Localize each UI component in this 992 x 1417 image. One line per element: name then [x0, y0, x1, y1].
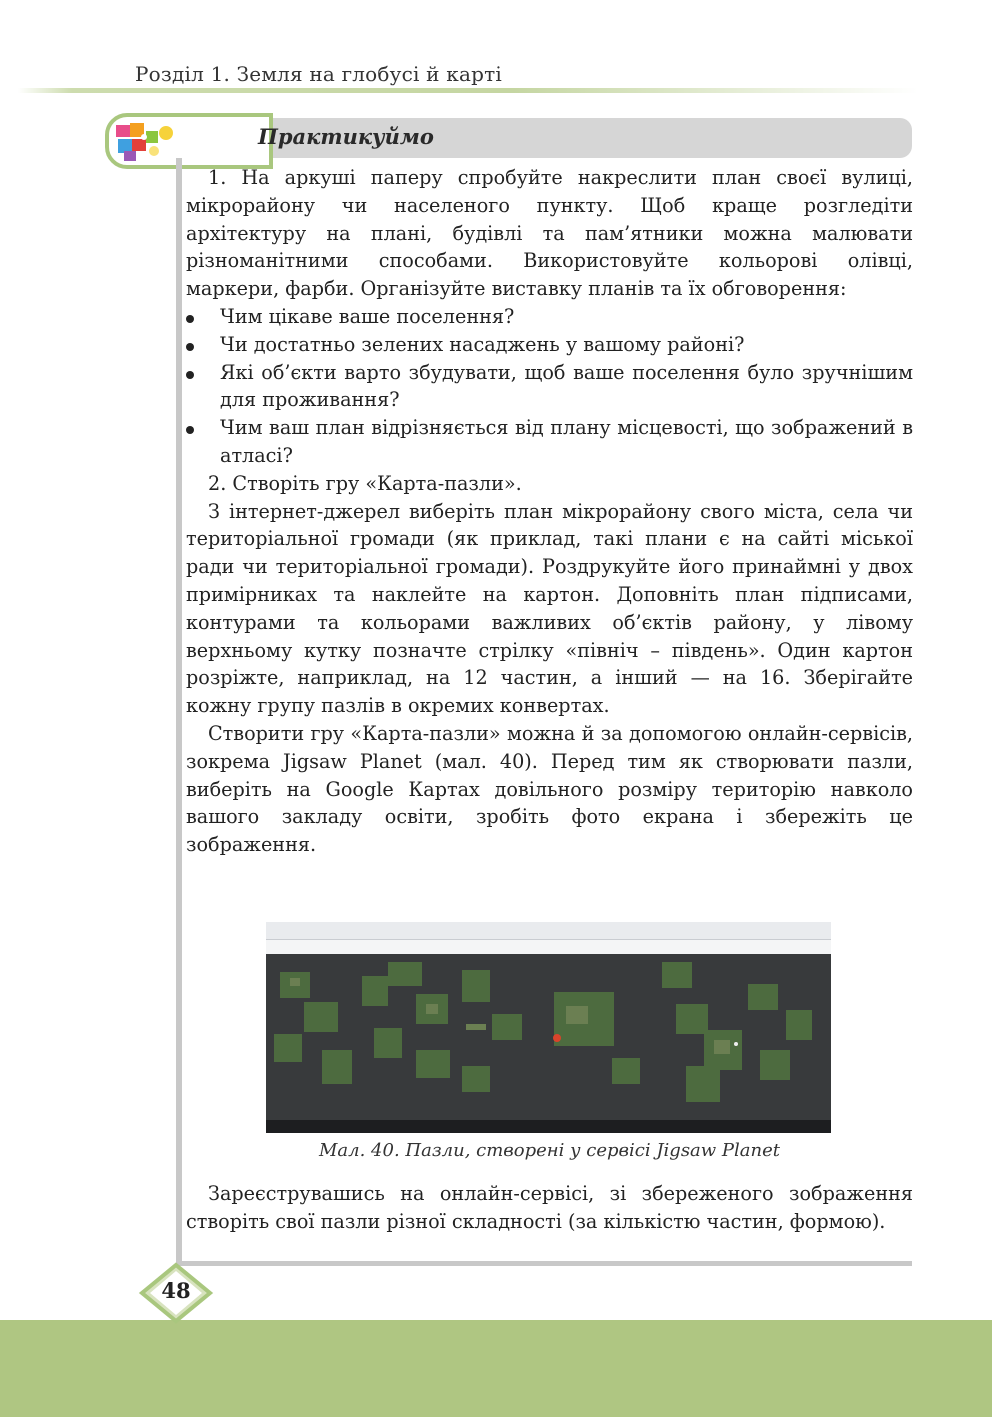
- footer-band: [0, 1320, 992, 1417]
- figure-status-bar: [266, 1120, 831, 1133]
- task1-bullets: [186, 303, 913, 470]
- jigsaw-puzzle-screenshot: [266, 922, 831, 1133]
- bullet-item: Чи достатньо зелених насаджень у вашому районі?: [186, 331, 913, 359]
- figure-caption: Мал. 40. Пазли, створені у сервісі Jigsaw Planet: [318, 1140, 780, 1161]
- running-header: Розділ 1. Земля на глобусі й карті: [135, 62, 502, 86]
- section-bottom-rule: [182, 1261, 912, 1266]
- task2-paragraph3: Зареєструвашись на онлайн-сервісі, зі збереженого зображення створіть свої пазли різної складності (за кількістю частин, формою).: [186, 1182, 913, 1233]
- task2-paragraph1: З інтернет-джерел виберіть план мікрорайону свого міста, села чи територіальної громади (як приклад, такі плани є на сайті міської ради чи територіальної громади). Роздрукуйте його принаймні у двох примірниках та наклейте на картон. Доповніть план підписами, контурами та кольорами важливих об’єктів району, у лівому верхньому кутку позначте стрілку «північ – південь». Один картон розріжте, наприклад, на 12 частин, а інший — на 16. Зберігайте кожну групу пазлів в окремих конвертах.: [186, 499, 913, 718]
- page-number: 48: [161, 1278, 191, 1303]
- figure-breadcrumb-bar: [266, 940, 831, 955]
- bullet-item: Які об’єкти варто збудувати, щоб ваше поселення було зручнішим для проживання?: [186, 359, 913, 415]
- task1-intro: 1. На аркуші паперу спробуйте накреслити план своєї вулиці, мікрорайону чи населеного пункту. Щоб краще розгледіти архітектуру на плані, будівлі та пам’ятники можна малювати різноманітними способами. Використовуйте кольорові олівці, маркери, фарби. Організуйте виставку планів та їх обговорення:: [186, 166, 913, 301]
- section-body: [186, 164, 913, 859]
- section-body-continued: [186, 1180, 913, 1236]
- bullet-item: Чим ваш план відрізняється від плану місцевості, що зображений в атласі?: [186, 414, 913, 470]
- task2-paragraph2: Створити гру «Карта-пазли» можна й за допомогою онлайн-сервісів, зокрема Jigsaw Planet (мал. 40). Перед тим як створювати пазли, виберіть на Google Картах довільного розміру територію навколо вашого закладу освіти, зробіть фото екрана і збережіть це зображення.: [186, 721, 913, 857]
- bullet-item: Чим цікаве ваше поселення?: [186, 303, 913, 331]
- figure-browser-toolbar: [266, 922, 831, 940]
- puzzle-pieces-image: [266, 954, 831, 1120]
- task2-heading: 2. Створіть гру «Карта-пазли».: [208, 471, 522, 495]
- header-rule: [18, 88, 918, 93]
- puzzle-pieces-icon: [110, 117, 182, 165]
- section-title: Практикуймо: [258, 124, 434, 149]
- section-left-rule: [176, 158, 182, 1266]
